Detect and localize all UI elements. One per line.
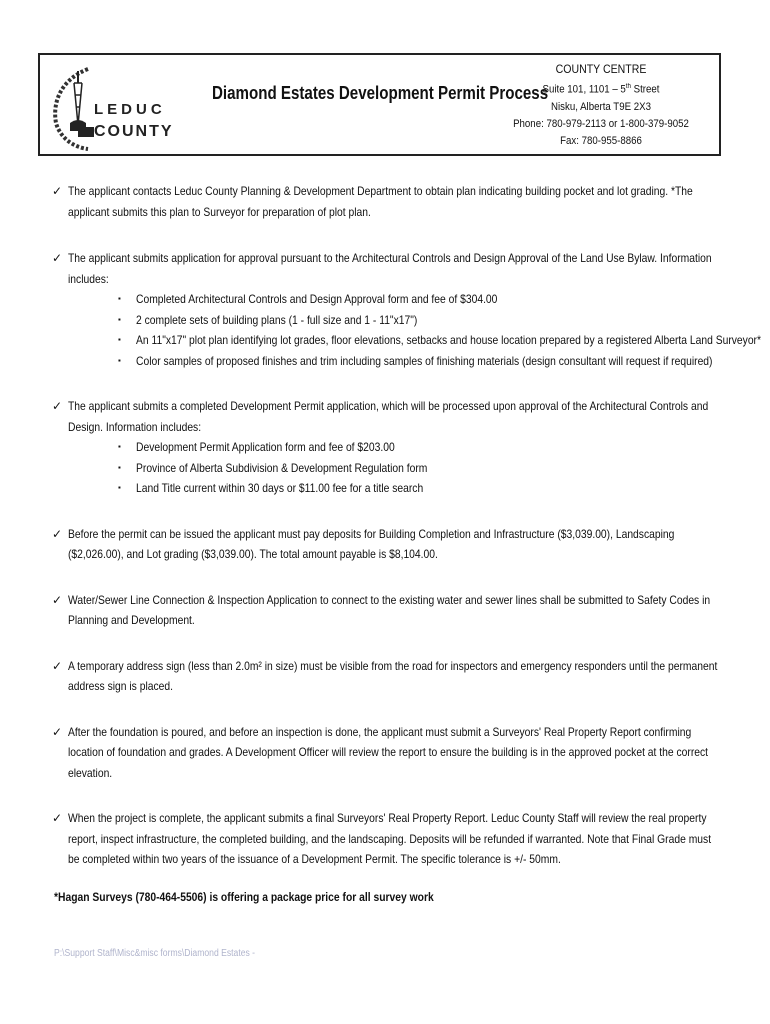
logo-text-county: COUNTY	[94, 123, 174, 140]
address-fax: Fax: 780-955-8866	[560, 134, 642, 147]
bullet-icon: ▪	[118, 294, 121, 303]
process-step	[54, 656, 724, 697]
survey-note: *Hagan Surveys (780-464-5506) is offering a package price for all survey work	[54, 890, 434, 904]
checkmark-icon: ✓	[52, 592, 63, 607]
list-item	[118, 289, 724, 310]
checkmark-icon: ✓	[52, 251, 63, 265]
document-title: Diamond Estates Development Permit Process	[212, 83, 549, 103]
step-text: When the project is complete, the applicant submits a final Surveyors' Real Property Report. Leduc County Staff will review the real property report, inspect infrastructure, the completed building, and the landscaping. Deposits will be refunded if warranted. Note that Final Grade must be completed within two years of the issuance of a Development Permit. The specific tolerance is +/- 50mm.	[68, 811, 712, 866]
process-step	[52, 248, 762, 371]
bullet-icon: ▪	[118, 462, 121, 472]
list-item-text: 2 complete sets of building plans (1 - full size and 1 - 11"x17")	[136, 312, 418, 327]
bullet-icon: ▪	[118, 442, 121, 451]
bullet-icon: ▪	[118, 314, 121, 324]
process-step	[54, 722, 724, 784]
checkmark-icon: ✓	[52, 811, 63, 825]
list-item-text: Color samples of proposed finishes and trim including samples of finishing materials (design consultant will request if required)	[136, 353, 713, 368]
step-text: Before the permit can be issued the applicant must pay deposits for Building Completion and Infrastructure ($3,039.00), Landscaping ($2,026.00), and Lot grading ($3,039.00). The total amount payable is $8,104.00.	[68, 526, 675, 561]
list-item-text: Development Permit Application form and fee of $203.00	[136, 440, 395, 454]
step-sublist	[68, 289, 762, 371]
step-text: The applicant submits a completed Development Permit application, which will be processed upon approval of the Architectural Controls and Design. Information includes:	[68, 399, 709, 434]
bullet-icon: ▪	[118, 483, 121, 492]
header-box	[38, 53, 721, 156]
step-text: Water/Sewer Line Connection & Inspection Application to connect to the existing water and sewer lines shall be submitted to Safety Codes in Planning and Development.	[68, 592, 711, 627]
address-block	[501, 61, 701, 150]
process-step	[54, 396, 724, 499]
checkmark-icon: ✓	[52, 526, 63, 541]
process-step	[54, 524, 724, 565]
list-item	[118, 310, 724, 331]
process-step	[54, 590, 724, 631]
list-item	[118, 458, 724, 479]
checkmark-icon: ✓	[52, 399, 63, 413]
bullet-icon: ▪	[118, 335, 121, 344]
bullet-icon: ▪	[118, 355, 121, 365]
list-item-text: Land Title current within 30 days or $11.00 fee for a title search	[136, 481, 424, 495]
address-line-3: Nisku, Alberta T9E 2X3	[551, 100, 651, 113]
leduc-county-logo	[48, 61, 174, 151]
list-item	[118, 478, 724, 499]
checkmark-icon: ✓	[52, 658, 63, 673]
address-line-2-main: Suite 101, 1101 – 5	[542, 83, 626, 96]
checkmark-icon: ✓	[52, 184, 63, 198]
checkmark-icon: ✓	[52, 724, 63, 739]
process-steps	[52, 181, 762, 870]
address-line-2-sup: th	[625, 83, 631, 90]
address-phone: Phone: 780-979-2113 or 1-800-379-9052	[513, 117, 689, 130]
step-text: After the foundation is poured, and before an inspection is done, the applicant must submit a Surveyors' Real Property Report confirming location of foundation and grades. A Development Officer will review the report to ensure the building is in the approved pocket at the correct elevation.	[68, 724, 709, 780]
list-item	[118, 351, 724, 372]
step-text: The applicant contacts Leduc County Planning & Development Department to obtain plan indicating building pocket and lot grading. *The applicant submits this plan to Surveyor for preparation of plot plan.	[68, 184, 693, 219]
list-item-text: Province of Alberta Subdivision & Development Regulation form	[136, 460, 428, 475]
process-step	[54, 808, 724, 870]
list-item	[118, 437, 724, 458]
list-item-text: Completed Architectural Controls and Design Approval form and fee of $304.00	[136, 292, 498, 306]
file-path-footer: P:\Support Staff\Misc&misc forms\Diamond Estates -	[54, 948, 256, 959]
list-item	[118, 330, 762, 351]
process-step	[54, 181, 724, 222]
step-text: A temporary address sign (less than 2.0m² in size) must be visible from the road for inspectors and emergency responders until the permanent address sign is placed.	[68, 658, 718, 693]
address-line-2-street: Street	[630, 83, 660, 96]
address-line-1: COUNTY CENTRE	[555, 62, 647, 76]
step-sublist	[68, 437, 724, 499]
logo-text-leduc: LEDUC	[94, 101, 166, 118]
list-item-text: An 11"x17" plot plan identifying lot grades, floor elevations, setbacks and house location prepared by a registered Alberta Land Surveyor*	[136, 333, 762, 347]
step-text: The applicant submits application for approval pursuant to the Architectural Controls and Design Approval of the Land Use Bylaw. Information includes:	[68, 251, 712, 286]
address-line-2	[513, 78, 689, 99]
